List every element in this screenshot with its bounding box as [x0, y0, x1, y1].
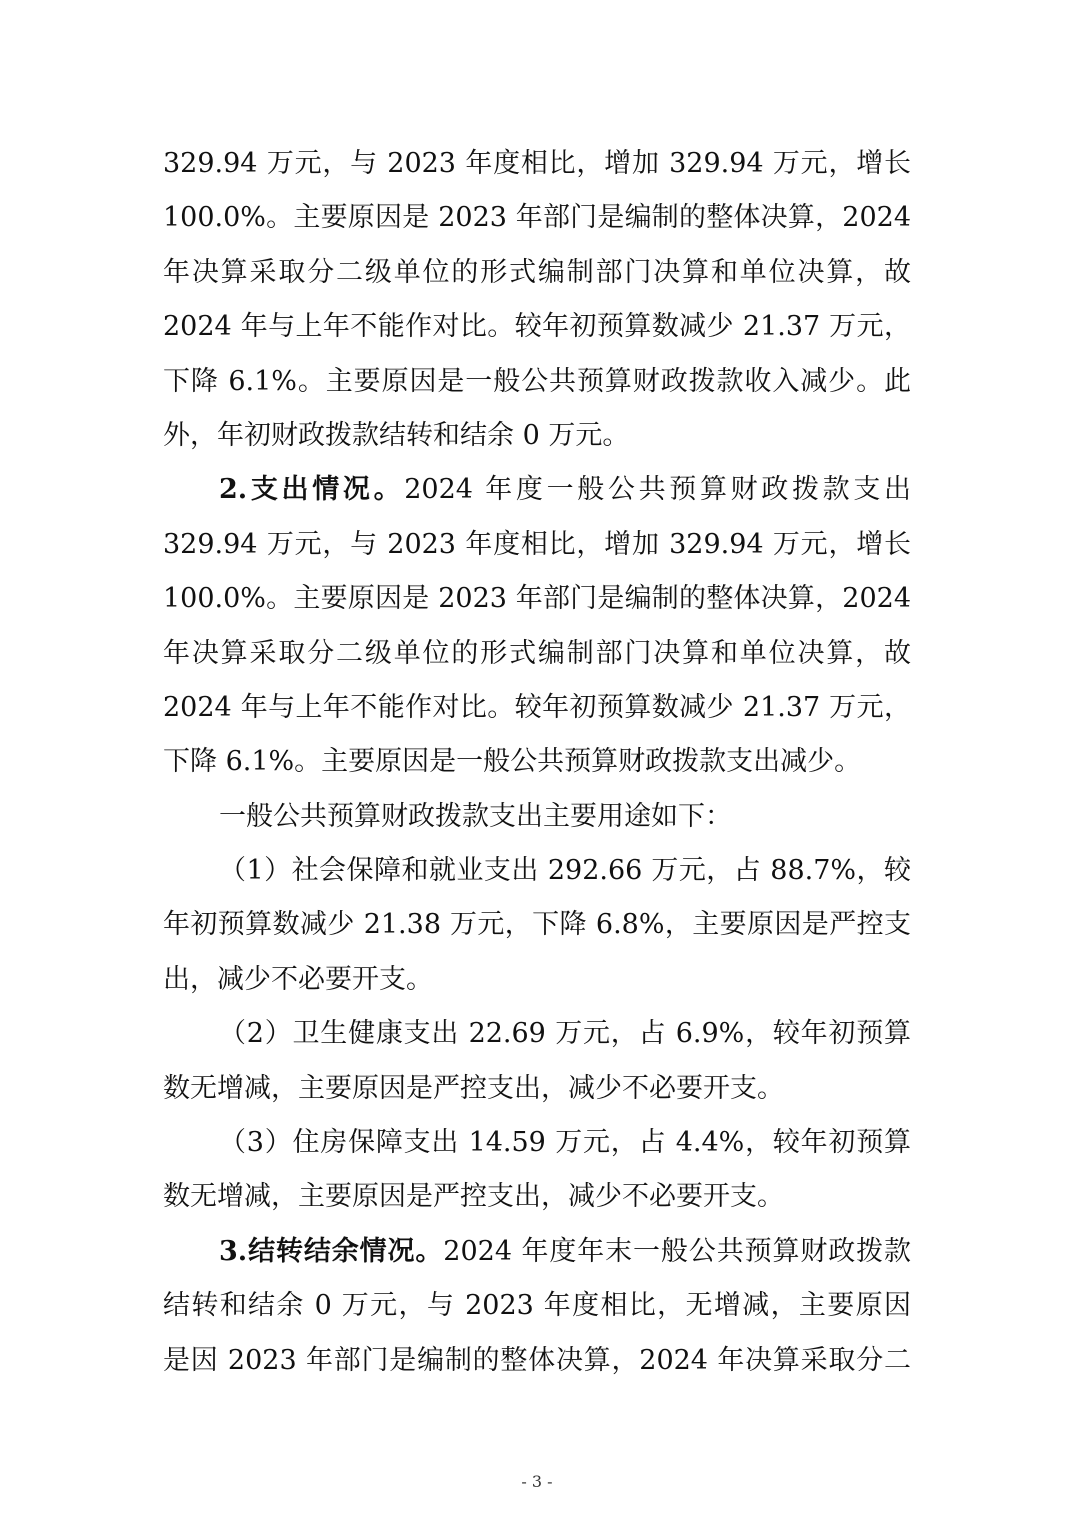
text-line: 是因 2023 年部门是编制的整体决算，2024 年决算采取分二	[163, 1344, 911, 1376]
list-item-health: （2）卫生健康支出 22.69 万元，占 6.9%，较年初预算	[219, 1018, 911, 1050]
list-item-social-security: （1）社会保障和就业支出 292.66 万元，占 88.7%，较	[219, 855, 911, 887]
text-line: 年初预算数减少 21.38 万元，下降 6.8%，主要原因是严控支	[163, 909, 911, 941]
body-text	[163, 137, 911, 1388]
text-line-fragment: 2024 年度年末一般公共预算财政拨款	[443, 1235, 912, 1267]
section-heading-carryover: 3.结转结余情况。	[219, 1235, 444, 1267]
section-heading-expenditure: 2.支出情况。	[219, 474, 405, 506]
text-line: 2024 年与上年不能作对比。较年初预算数减少 21.37 万元，	[163, 691, 911, 723]
carryover-paragraph-first-line	[163, 1225, 911, 1279]
text-line: 出，减少不必要开支。	[163, 963, 433, 995]
text-line: 数无增减，主要原因是严控支出，减少不必要开支。	[163, 1072, 784, 1104]
text-line: 329.94 万元，与 2023 年度相比，增加 329.94 万元，增长	[163, 148, 911, 179]
expenditure-paragraph-first-line	[163, 463, 911, 517]
text-line: 下降 6.1%。主要原因是一般公共预算财政拨款支出减少。	[163, 746, 862, 778]
text-line: 年决算采取分二级单位的形式编制部门决算和单位决算，故	[163, 256, 911, 288]
text-line: 100.0%。主要原因是 2023 年部门是编制的整体决算，2024	[163, 583, 911, 615]
text-line: 数无增减，主要原因是严控支出，减少不必要开支。	[163, 1181, 784, 1213]
text-line: 下降 6.1%。主要原因是一般公共预算财政拨款收入减少。此	[163, 365, 911, 397]
text-line: 一般公共预算财政拨款支出主要用途如下：	[219, 800, 732, 832]
text-line: 100.0%。主要原因是 2023 年部门是编制的整体决算，2024	[163, 202, 911, 234]
text-line: 2024 年与上年不能作对比。较年初预算数减少 21.37 万元，	[163, 311, 911, 343]
list-item-housing: （3）住房保障支出 14.59 万元，占 4.4%，较年初预算	[219, 1127, 911, 1159]
text-line: 结转和结余 0 万元，与 2023 年度相比，无增减，主要原因	[163, 1290, 911, 1322]
text-line-fragment: 2024 年度一般公共预算财政拨款支出	[404, 474, 912, 506]
text-line: 329.94 万元，与 2023 年度相比，增加 329.94 万元，增长	[163, 528, 911, 560]
page-number: - 3 -	[521, 1472, 553, 1491]
text-line: 年决算采取分二级单位的形式编制部门决算和单位决算，故	[163, 637, 911, 669]
text-line: 外，年初财政拨款结转和结余 0 万元。	[163, 419, 630, 451]
